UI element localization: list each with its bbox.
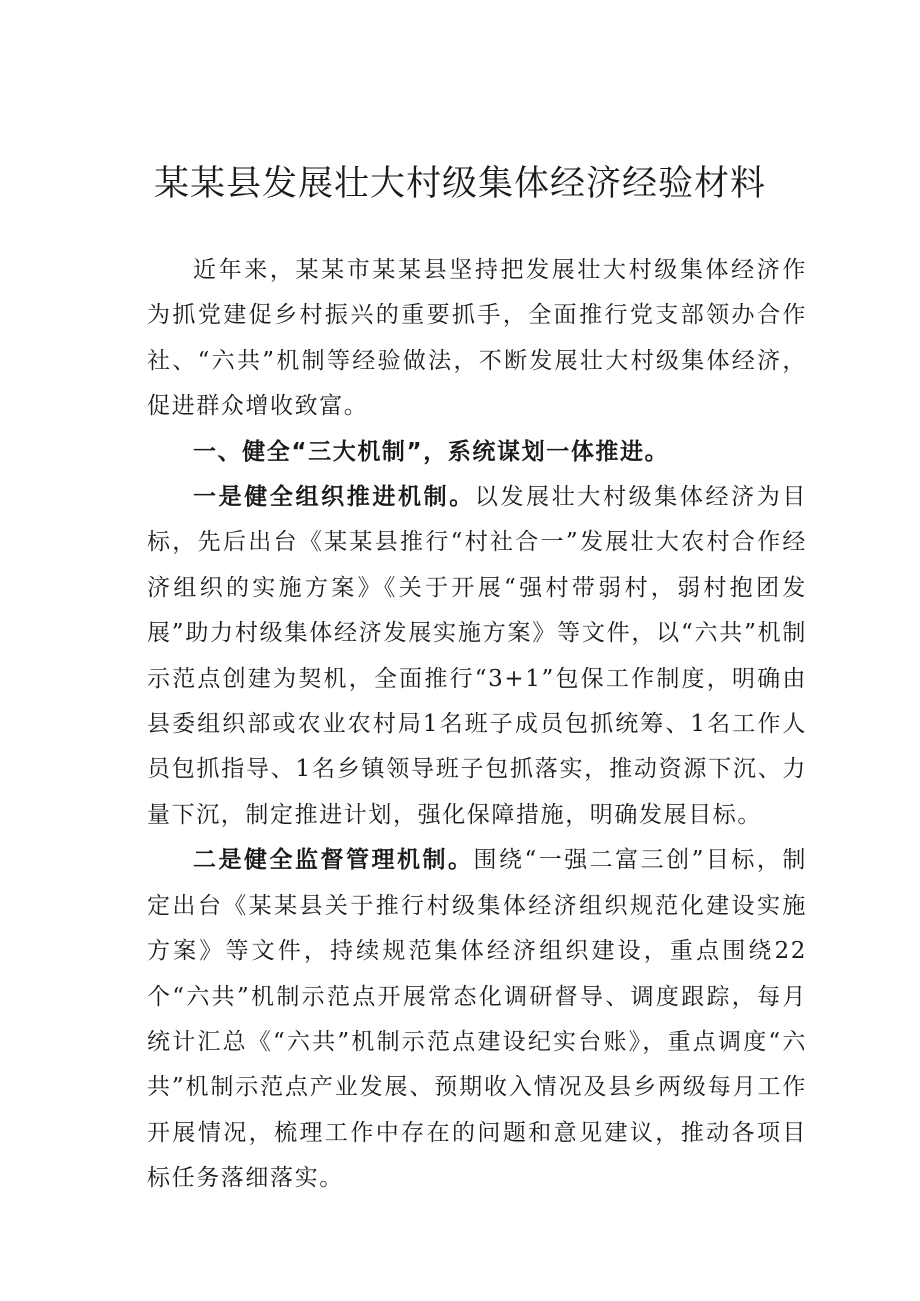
document-body [147, 248, 807, 1202]
point-2-lead: 二是健全监督管理机制。 [193, 847, 474, 874]
point-2-body: 围绕“一强二富三创”目标，制定出台《某某县关于推行村级集体经济组织规范化建设实施方案》等文件，持续规范集体经济组织建设，重点围绕22个“六共”机制示范点开展常态化调研督导、调度跟踪，每月统计汇总《“六共”机制示范点建设纪实台账》，重点调度“六共”机制示范点产业发展、预期收入情况及县乡两级每月工作开展情况，梳理工作中存在的问题和意见建议，推动各项目标任务落细落实。 [147, 847, 807, 1192]
section-heading-1: 一、健全“三大机制”，系统谋划一体推进。 [193, 438, 670, 465]
point-1-paragraph [147, 475, 807, 838]
point-1-lead: 一是健全组织推进机制。 [193, 484, 475, 511]
document-title: 某某县发展壮大村级集体经济经验材料 [153, 164, 766, 204]
point-2-paragraph [147, 838, 807, 1201]
point-1-body: 以发展壮大村级集体经济为目标，先后出台《某某县推行“村社合一”发展壮大农村合作经济组织的实施方案》《关于开展“强村带弱村，弱村抱团发展”助力村级集体经济发展实施方案》等文件，以“六共”机制示范点创建为契机，全面推行“3+1”包保工作制度，明确由县委组织部或农业农村局1名班子成员包抓统筹、1名工作人员包抓指导、1名乡镇领导班子包抓落实，推动资源下沉、力量下沉，制定推进计划，强化保障措施，明确发展目标。 [147, 484, 807, 828]
intro-paragraph: 近年来，某某市某某县坚持把发展壮大村级集体经济作为抓党建促乡村振兴的重要抓手，全面推行党支部领办合作社、“六共”机制等经验做法，不断发展壮大村级集体经济，促进群众增收致富。 [147, 257, 807, 420]
